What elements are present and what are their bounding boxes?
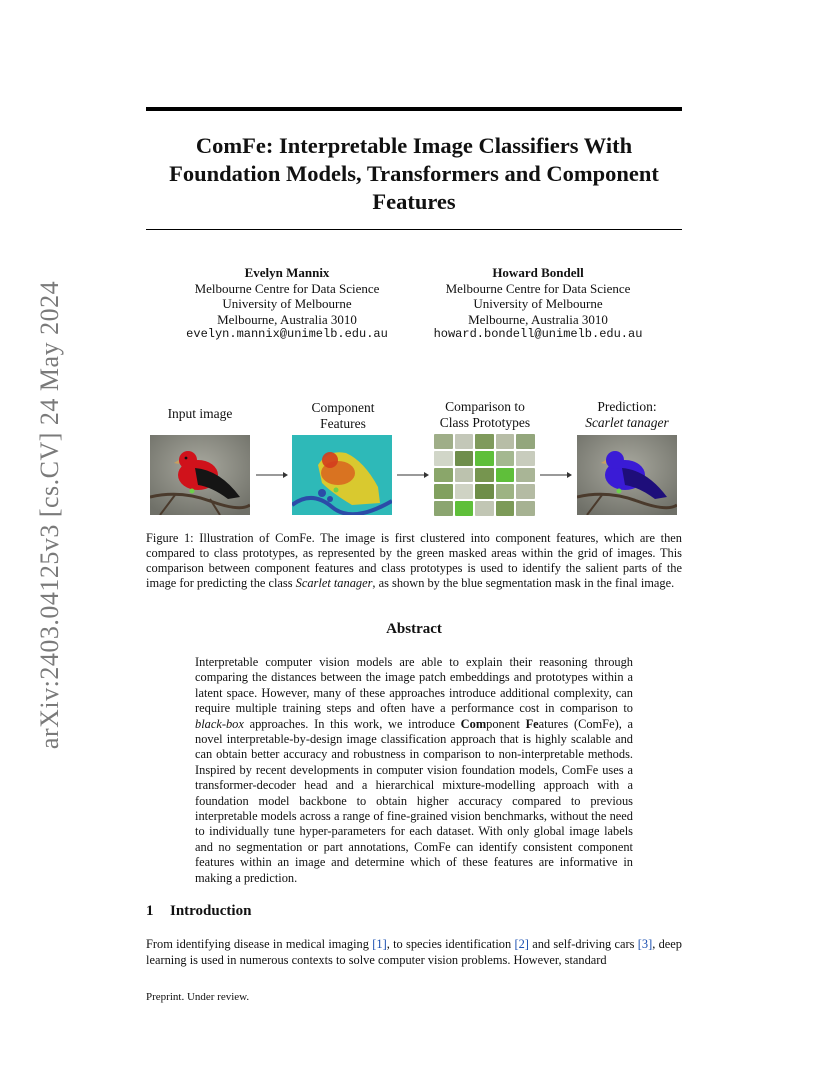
prototype-thumbnail (434, 434, 453, 449)
prototype-thumbnail (496, 468, 515, 483)
arrow-right-icon (397, 470, 429, 480)
prototype-thumbnail (434, 501, 453, 516)
prototype-thumbnail (516, 451, 535, 466)
prototype-thumbnail (516, 484, 535, 499)
citation-link[interactable]: [3] (637, 937, 653, 951)
prototype-thumbnail (434, 451, 453, 466)
author-name: Evelyn Mannix (244, 265, 330, 280)
title-top-rule (146, 107, 682, 111)
prototype-thumbnail (455, 451, 474, 466)
prototype-thumbnail (496, 501, 515, 516)
prototype-thumbnail (455, 434, 474, 449)
prototype-thumbnail (455, 501, 474, 516)
author-address: Melbourne, Australia 3010 (468, 311, 608, 327)
prototype-thumbnail (475, 501, 494, 516)
component-features-image (292, 435, 392, 515)
figure-label-comparison: Comparison to Class Prototypes (439, 399, 531, 430)
section-heading-introduction: 1 Introduction (146, 903, 252, 919)
class-prototypes-grid (434, 434, 535, 516)
abstract-text: Interpretable computer vision models are able to explain their reasoning through comparing the distances between the image patch embeddings and prototypes within a latent space. However, many of these approaches introduce additional complexity, can require multiple training steps and often have a performance cost in comparison to black-box approaches. In this work, we introduce Component Features (ComFe), a novel interpretable-by-design image classification approach that is highly scalable and can obtain better accuracy and robustness in comparison to non-interpretable methods. Inspired by recent developments in computer vision foundation models, ComFe uses a transformer-decoder head and a hierarchical mixture-modelling approach with a foundation model backbone to obtain higher accuracy compared to previous interpretable models across a range of fine-grained vision benchmarks, without the need to individually tune hyper-parameters for each dataset. With only global image labels and no segmentation or part annotations, ComFe can identify consistent component features within an image and determine which of these features are informative in making a prediction. (195, 655, 633, 885)
figure-label-input: Input image (167, 406, 233, 421)
prototype-thumbnail (455, 468, 474, 483)
prototype-thumbnail (455, 484, 474, 499)
citation-link[interactable]: [1] (372, 937, 387, 951)
input-bird-image (150, 435, 250, 515)
author-email[interactable]: howard.bondell@unimelb.edu.au (433, 327, 643, 341)
prototype-thumbnail (496, 484, 515, 499)
author-email[interactable]: evelyn.mannix@unimelb.edu.au (186, 327, 388, 341)
prototype-thumbnail (496, 451, 515, 466)
arrow-right-icon (256, 470, 288, 480)
author-address: Melbourne, Australia 3010 (217, 311, 357, 327)
author-university: University of Melbourne (473, 296, 603, 311)
prototype-thumbnail (496, 434, 515, 449)
introduction-text: From identifying disease in medical imaging [1], to species identification [2] and self-driving cars [3], deep learning is used in numerous contexts to solve computer vision problems. However, standard (146, 937, 683, 967)
title-bottom-rule (146, 229, 682, 230)
prototype-thumbnail (516, 468, 535, 483)
arrow-right-icon (540, 470, 572, 480)
author-block (176, 265, 398, 343)
prototype-thumbnail (434, 484, 453, 499)
author-name: Howard Bondell (492, 265, 584, 280)
author-affiliation: Melbourne Centre for Data Science (194, 280, 380, 296)
figure-caption: Figure 1: Illustration of ComFe. The image is first clustered into component features, which are then compared to class prototypes, as represented by the green masked areas within the grid of images. This comparison between component features and class prototypes is used to identify the salient parts of the image for predicting the class Scarlet tanager, as shown by the blue segmentation mask in the final image. (146, 531, 682, 590)
abstract-heading: Abstract (386, 621, 442, 637)
prototype-thumbnail (516, 501, 535, 516)
prototype-thumbnail (475, 434, 494, 449)
prototype-thumbnail (475, 484, 494, 499)
prediction-segmentation-image (577, 435, 677, 515)
prototype-thumbnail (516, 434, 535, 449)
prototype-thumbnail (475, 468, 494, 483)
prototype-thumbnail (475, 451, 494, 466)
citation-link[interactable]: [2] (514, 937, 529, 951)
preprint-footnote: Preprint. Under review. (146, 991, 250, 1003)
paper-title: ComFe: Interpretable Image Classifiers With Foundation Models, Transformers and Component Features (169, 133, 659, 214)
author-block (426, 265, 650, 343)
author-affiliation: Melbourne Centre for Data Science (445, 280, 631, 296)
prototype-thumbnail (434, 468, 453, 483)
author-university: University of Melbourne (222, 296, 352, 311)
figure-label-component-features: Component Features (311, 400, 375, 431)
figure-label-prediction: Prediction: Scarlet tanager (585, 399, 669, 430)
